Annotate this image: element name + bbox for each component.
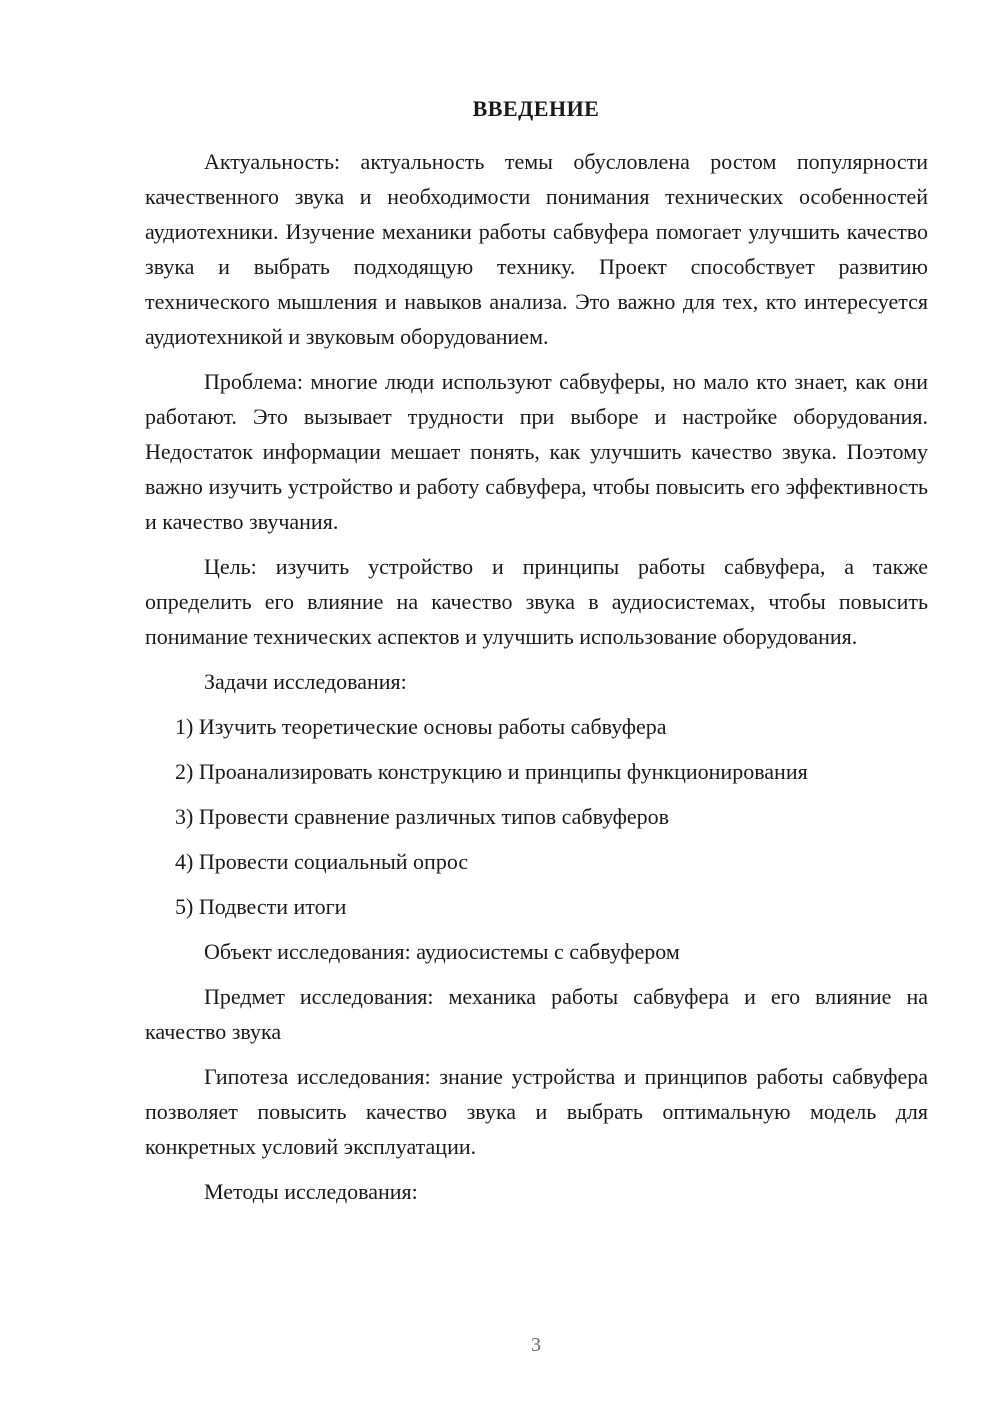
subject-paragraph: Предмет исследования: механика работы сабвуфера и его влияние на качество звука	[145, 984, 928, 1044]
task-item: 3) Провести сравнение различных типов сабвуферов	[175, 804, 670, 829]
methods-heading: Методы исследования:	[204, 1179, 418, 1204]
goal-paragraph: Цель: изучить устройство и принципы работы сабвуфера, а также определить его влияние на качество звука в аудиосистемах, чтобы повысить понимание технических аспектов и улучшить использование оборудования.	[145, 554, 928, 649]
task-item: 2) Проанализировать конструкцию и принципы функционирования	[175, 759, 808, 784]
tasks-heading: Задачи исследования:	[204, 669, 407, 694]
hypothesis-paragraph: Гипотеза исследования: знание устройства и принципов работы сабвуфера позволяет повысить качество звука и выбрать оптимальную модель для конкретных условий эксплуатации.	[145, 1064, 928, 1159]
page-title: ВВЕДЕНИЕ	[472, 96, 600, 121]
relevance-paragraph: Актуальность: актуальность темы обусловлена ростом популярности качественного звука и необходимости понимания технических особенностей аудиотехники. Изучение механики работы сабвуфера помогает улучшить качество звука и выбрать подходящую технику. Проект способствует развитию технического мышления и навыков анализа. Это важно для тех, кто интересуется аудиотехникой и звуковым оборудованием.	[145, 149, 928, 349]
task-item: 1) Изучить теоретические основы работы сабвуфера	[175, 714, 667, 739]
task-item: 4) Провести социальный опрос	[175, 849, 469, 874]
object-paragraph: Объект исследования: аудиосистемы с сабвуфером	[204, 939, 680, 964]
page-number: 3	[531, 1334, 541, 1356]
document-body	[145, 144, 928, 1209]
problem-paragraph: Проблема: многие люди используют сабвуферы, но мало кто знает, как они работают. Это вызывает трудности при выборе и настройке оборудования. Недостаток информации мешает понять, как улучшить качество звука. Поэтому важно изучить устройство и работу сабвуфера, чтобы повысить его эффективность и качество звучания.	[145, 369, 928, 534]
task-item: 5) Подвести итоги	[175, 894, 347, 919]
